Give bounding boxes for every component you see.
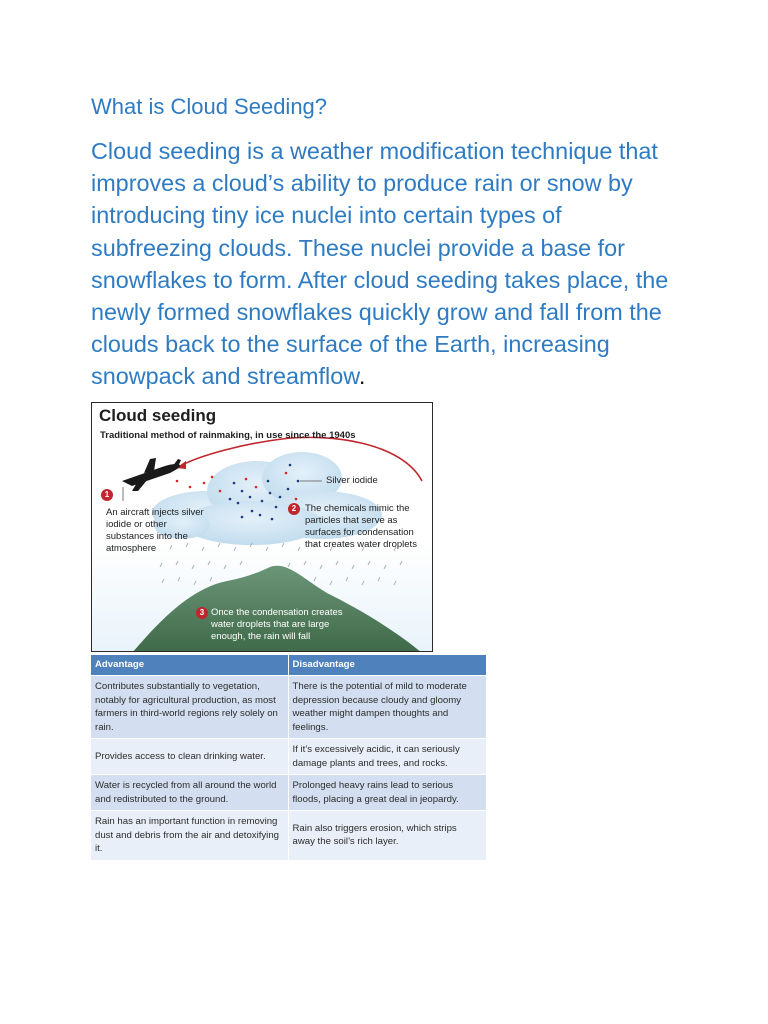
disadvantage-header: Disadvantage [288,655,486,676]
disadvantage-cell: There is the potential of mild to moderate depression because cloudy and gloomy weather might dampen thoughts and feelings. [288,676,486,739]
step-3-text: Once the condensation creates water droplets that are large enough, the rain will fall [211,607,343,642]
table-row [91,811,486,860]
silver-iodide-label: Silver iodide [326,475,378,486]
advantages-disadvantages-table [91,655,487,860]
intro-text: Cloud seeding is a weather modification technique that improves a cloud’s ability to produce rain or snow by introducing tiny ice nuclei into certain types of subfreezing clouds. These nuclei provide a base for snowflakes to form. After cloud seeding takes place, the newly formed snowflakes quickly grow and fall from the clouds back to the surface of the Earth, increasing snowpack and streamflow [91,138,669,390]
intro-paragraph [91,135,681,393]
step-2-badge: 2 [288,503,300,515]
advantage-cell: Contributes substantially to vegetation, notably for agricultural production, as most farmers in third-world regions rely solely on rain. [91,676,288,739]
advantage-cell: Water is recycled from all around the world and redistributed to the ground. [91,775,288,811]
disadvantage-cell: If it’s excessively acidic, it can seriously damage plants and trees, and rocks. [288,739,486,775]
table-row [91,775,486,811]
figure-title: Cloud seeding [99,406,217,425]
advantage-cell: Provides access to clean drinking water. [91,739,288,775]
table-row [91,676,486,739]
disadvantage-cell: Rain also triggers erosion, which strips away the soil’s rich layer. [288,811,486,860]
disadvantage-cell: Prolonged heavy rains lead to serious floods, placing a great deal in jeopardy. [288,775,486,811]
advantage-header: Advantage [91,655,288,676]
page-title: What is Cloud Seeding? [91,94,328,119]
step-1-text: An aircraft injects silver iodide or other substances into the atmosphere [106,507,204,554]
table-row [91,739,486,775]
advantage-cell: Rain has an important function in removing dust and debris from the air and detoxifying it. [91,811,288,860]
step-1-badge: 1 [101,489,113,501]
table-header-row [91,655,486,676]
step-2-text: The chemicals mimic the particles that serve as surfaces for condensation that creates water droplets [305,503,417,550]
figure-subtitle: Traditional method of rainmaking, in use since the 1940s [100,430,356,441]
intro-period: . [358,363,366,390]
step-3-badge: 3 [196,607,208,619]
airplane-icon [122,458,181,491]
cloud-seeding-infographic [91,402,433,652]
